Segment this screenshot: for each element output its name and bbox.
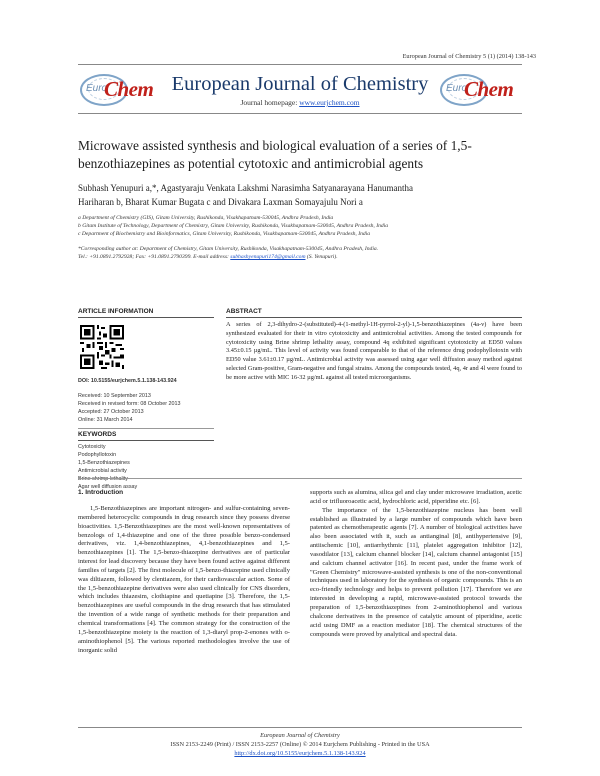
footer-rule bbox=[78, 727, 522, 728]
keyword-item: Podophyllotoxin bbox=[78, 452, 117, 458]
affiliation-a: a Department of Chemistry (GIS), Gitam University, Rushikonda, Visakhapatnam-530045, Andhra Pradesh, India bbox=[78, 215, 334, 221]
front-matter-bottom-rule bbox=[78, 478, 522, 479]
header-bottom-rule bbox=[78, 113, 522, 114]
keywords-rule bbox=[78, 440, 214, 441]
keyword-item: Agar well diffusion assay bbox=[78, 484, 138, 490]
keywords-top-rule bbox=[78, 428, 214, 429]
journal-title: European Journal of Chemistry bbox=[171, 73, 429, 95]
journal-homepage bbox=[0, 98, 600, 107]
affiliation-b: b Gitam Institute of Technology, Department of Chemistry, Gitam University, Rushikonda, Visakhapatnam-530045, Andhra Pradesh, India bbox=[78, 223, 389, 229]
logo-prefix: Euro bbox=[446, 83, 468, 94]
article-doi: DOI: 10.5155/eurjchem.5.1.138-143.924 bbox=[78, 378, 177, 384]
keywords-heading: KEYWORDS bbox=[78, 431, 117, 438]
email-owner: (S. Yenupuri). bbox=[305, 254, 338, 260]
body-left-column bbox=[78, 505, 290, 655]
keyword-item: Brine shrimp lethality bbox=[78, 476, 129, 482]
date-online: Online: 31 March 2014 bbox=[78, 417, 133, 423]
logo-word: Chem bbox=[104, 77, 154, 101]
affiliation-c: c Department of Biochemistry and Bioinformatics, Gitam University, Rushikonda, Visakhapatnam-530045, Andhra Pradesh, India bbox=[78, 231, 371, 237]
article-info-heading: ARTICLE INFORMATION bbox=[78, 308, 154, 315]
keyword-item: Cytotoxicity bbox=[78, 444, 106, 450]
corresponding-author: *Corresponding author at: Department of Chemistry, Gitam University, Rushikonda, Visakhapatnam-530045, Andhra Pradesh, India. bbox=[78, 246, 379, 252]
corresponding-email-link[interactable]: subhashyenupuri174@gmail.com bbox=[230, 254, 306, 260]
abstract-rule bbox=[226, 317, 522, 318]
authors-line-2: Hariharan b, Bharat Kumar Bugata c and Divakara Laxman Somayajulu Nori a bbox=[78, 197, 363, 207]
authors-line-1: Subhash Yenupuri a,*, Agastyaraju Venkata Lakshmi Narasimha Satyanarayana Hanumantha bbox=[78, 183, 413, 193]
footer-doi-link[interactable]: http://dx.doi.org/10.5155/eurjchem.5.1.138-143.924 bbox=[234, 750, 366, 757]
article-info-rule bbox=[78, 317, 214, 318]
article-title: Microwave assisted synthesis and biological evaluation of a series of 1,5-benzothiazepines as potential cytotoxic and antimicrobial agents bbox=[78, 138, 472, 171]
homepage-label: Journal homepage: bbox=[240, 98, 300, 107]
header-top-rule bbox=[78, 64, 522, 65]
corresponding-contact bbox=[78, 253, 522, 262]
footer-issn: ISSN 2153-2249 (Print) / ISSN 2153-2257 (Online) © 2014 Eurjchem Publishing - Printed in the USA bbox=[170, 741, 430, 748]
intro-paragraph-2: The importance of the 1,5-benzothiazepine nucleus has been well established as illustrated by a large number of compounds which have been patented as chemotherapeutic agents [7]. A number of biological activities have also been associated with it, such as antianginal [8], antihypertensive [9], antiischemic [10], antiarrhythmic [11], platelet aggregation inhibitor [12], vasodilator [13], calcium channel blocker [14], calcium channel antagonist [15] and calcium channel activator [16]. In recent past, under the frame work of "Green Chemistry" microwave-assisted synthesis is one of the non-conventional techniques used in laboratory for the synthesis of organic compounds. This is an eco-friendly technology and helps to prevent pollution [17]. Therefore we are interested in developing a rapid, microwave-assisted protocol towards the preparation of 1,5-benzothiazepines from 2-aminothiophenol and various chalcone derivatives in the presence of catalytic amount of piperidine, acetic acid using DMF as a reaction mediator [18]. The chemical structures of the compounds were proved by analytical and spectral data. bbox=[310, 506, 522, 638]
logo-prefix: Euro bbox=[86, 83, 108, 94]
abstract-text: A series of 2,3-dihydro-2-(substituted)-4-(1-methyl-1H-pyrrol-2-yl)-1,5-benzothiazepines (4a-v) have been synthesized evaluated for their in vitro cytotoxicity and antimicrobial activities. Among the tested compounds for cytotoxicity using Brine shrimp lethality assay, compound 4q exhibited significant cytotoxicity at ED50 values 3.45±0.15 µg/mL. This level of activity was found comparable to that of the reference drug podophyllotoxin with ED50 value 3.61±0.17 µg/mL. Antimicrobial activity was assessed using agar well diffusion assay method against selected Gram-positive, Gram-negative and fungal strains. Among the compounds tested, 4q, 4r and 4l were found to be more active with MIC 16-32 µg/mL against all tested microorganisms. bbox=[226, 321, 522, 381]
introduction-heading: 1. Introduction bbox=[78, 489, 124, 496]
homepage-link[interactable]: www.eurjchem.com bbox=[299, 98, 360, 107]
qr-code-icon[interactable] bbox=[80, 325, 124, 369]
date-received: Received: 10 September 2013 bbox=[78, 393, 151, 399]
date-revised: Received in revised form: 08 October 2013 bbox=[78, 401, 181, 407]
logo-word: Chem bbox=[464, 77, 514, 101]
intro-paragraph-1: 1,5-Benzothiazepines are important nitrogen- and sulfur-containing seven-membered heterocyclic compounds in drug research since they possess diverse bioactivities. 1,5-Benzothiazepines are the most well-known representatives of benzologs of 1,4-thiazepine and one of the three possible benzo-condensed derivatives, viz. 1,4-benzothiazepines, 4,1-benzothiazepines and 1,5-benzothiazepines [1]. The 1,5-benzo-thiazepine derivatives are of particular interest for lead discovery because they have been found active against different families of targets [2]. The first molecule of 1,5-benzo-thiazepine used clinically was diltiazem, followed by clentiazem, for their cardiovascular action. Some of the 1,5-benzothiazepine derivatives were also used clinically for CNS disorders, which includes thiazesim, clothiapine and quetiapine [3]. Therefore, the 1,5-benzothiazepines are useful compounds in the drug research that has stimulated the invention of a wide range of synthetic methods for their preparation and chemical transformations [4]. The common strategy for the construction of the 1,5-benzothiazepine moiety is the reaction of 1,3-diaryl prop-2-enones with o-aminothiophenol [5]. The various reported methodologies involve the use of inorganic solid bbox=[78, 505, 290, 654]
date-accepted: Accepted: 27 October 2013 bbox=[78, 409, 144, 415]
contact-numbers: Tel.: +91.0891.2792928; Fax: +91.0891.2790399. E-mail address: bbox=[78, 254, 231, 260]
journal-reference: European Journal of Chemistry 5 (1) (2014) 138-143 bbox=[402, 53, 536, 60]
abstract-heading: ABSTRACT bbox=[226, 308, 262, 315]
intro-paragraph-continued: supports such as alumina, silica gel and clay under microwave irradiation, acetic acid or trifluoroacetic acid, hydrochloric acid, piperidine etc. [6]. bbox=[310, 489, 522, 505]
body-right-column bbox=[310, 489, 522, 639]
keyword-item: Antimicrobial activity bbox=[78, 468, 127, 474]
footer-journal-name: European Journal of Chemistry bbox=[260, 732, 340, 739]
keyword-item: 1,5-Benzothiazepines bbox=[78, 460, 130, 466]
